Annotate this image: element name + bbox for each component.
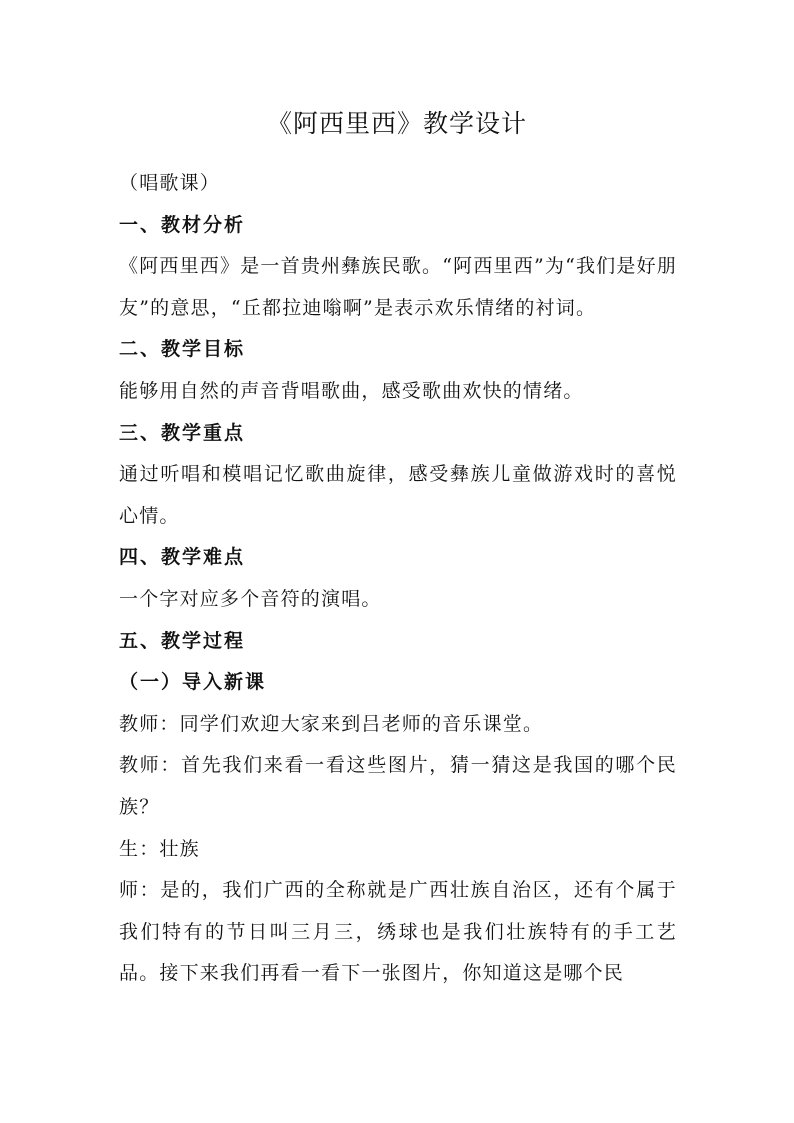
section-heading-material-analysis: 一、教材分析 xyxy=(119,213,246,236)
section-heading-key-points: 三、教学重点 xyxy=(119,421,246,444)
dialogue-line: 教师：首先我们来看一看这些图片，猜一猜这是我国的哪个民族？ xyxy=(119,754,677,818)
document-body xyxy=(119,163,677,995)
subsection-heading-introduction: （一）导入新课 xyxy=(119,671,267,694)
dialogue-line: 师：是的，我们广西的全称就是广西壮族自治区，还有个属于我们特有的节日叫三月三，绣球也是我们壮族特有的手工艺品。接下来我们再看一看下一张图片，你知道这是哪个民 xyxy=(119,879,677,985)
section-heading-teaching-goals: 二、教学目标 xyxy=(119,338,246,361)
paragraph-material-analysis: 《阿西里西》是一首贵州彝族民歌。“阿西里西”为“我们是好朋友”的意思，“丘都拉迪嗡啊”是表示欢乐情绪的衬词。 xyxy=(119,255,677,319)
document-title: 《阿西里西》教学设计 xyxy=(266,109,527,138)
dialogue-line: 教师：同学们欢迎大家来到吕老师的音乐课堂。 xyxy=(119,712,544,735)
section-heading-difficulties: 四、教学难点 xyxy=(119,546,246,569)
dialogue-line: 生：壮族 xyxy=(119,837,200,860)
paragraph-teaching-goals: 能够用自然的声音背唱歌曲，感受歌曲欢快的情绪。 xyxy=(119,379,584,402)
section-heading-teaching-process: 五、教学过程 xyxy=(119,629,246,652)
lesson-type: （唱歌课） xyxy=(119,172,221,194)
paragraph-difficulties: 一个字对应多个音符的演唱。 xyxy=(119,587,382,610)
paragraph-key-points: 通过听唱和模唱记忆歌曲旋律，感受彝族儿童做游戏时的喜悦心情。 xyxy=(119,463,677,527)
